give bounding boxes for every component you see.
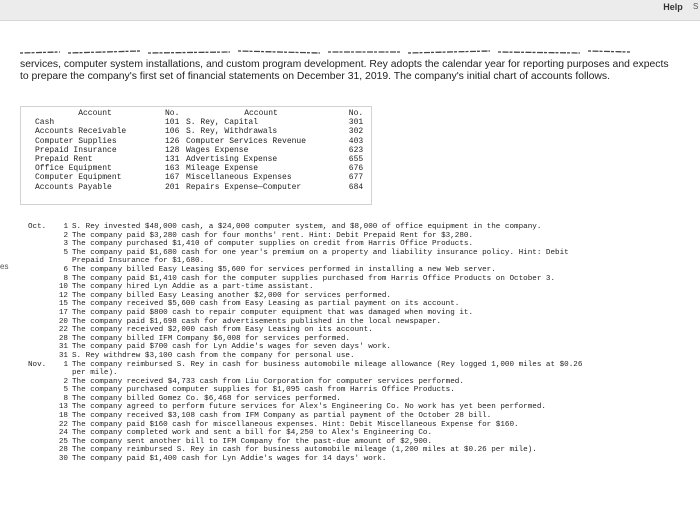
- account-name: Computer Equipment: [35, 173, 122, 183]
- transaction-text: The company paid $700 cash for Lyn Addie's wages for seven days' work.: [72, 343, 391, 352]
- transaction-day: 12: [58, 291, 68, 300]
- transaction-row: [28, 412, 688, 421]
- transaction-day: 10: [58, 283, 68, 292]
- transaction-text: S. Rey invested $48,000 cash, a $24,000 computer system, and $8,000 of office equipment in the company.: [72, 223, 542, 231]
- transaction-text: The company paid $3,280 cash for four months' rent. Hint: Debit Prepaid Rent for $3,280.: [72, 231, 474, 240]
- account-name: S. Rey, Withdrawals: [186, 127, 278, 137]
- account-number: 126: [165, 136, 180, 146]
- transaction-row: [28, 326, 688, 335]
- transaction-row: [28, 275, 688, 284]
- transaction-day: 22: [58, 420, 68, 429]
- account-name: Repairs Expense—Computer: [186, 182, 302, 192]
- account-number: 302: [348, 127, 364, 137]
- transaction-row: [28, 352, 688, 361]
- transaction-day: 30: [58, 455, 68, 464]
- account-number: 301: [348, 118, 364, 128]
- transaction-row: [28, 446, 688, 455]
- toolbar-edge-letter: S: [693, 2, 699, 11]
- transaction-text: The company agreed to perform future services for Alex's Engineering Co. No work has yet been performed.: [72, 403, 546, 412]
- transaction-text: The company reimbursed S. Rey in cash for business automobile mileage (1,200 miles at $0.26 per mile).: [72, 446, 537, 455]
- transaction-day: 18: [58, 412, 68, 421]
- account-number: 201: [165, 182, 180, 192]
- transaction-text: The company purchased computer supplies for $1,095 cash from Harris Office Products.: [72, 386, 455, 395]
- transaction-continuation-text: per mile).: [72, 369, 118, 378]
- problem-intro: services, computer system installations, and custom program development. Rey adopts the calendar year for reporting purposes and expects to prepare the company's first set of financial statements on December 31, 2019. The company's initial chart of accounts follows.: [20, 59, 669, 82]
- account-number: 128: [165, 145, 180, 155]
- transaction-day: 6: [63, 265, 68, 274]
- transaction-text: The company paid $1,400 cash for Lyn Addie's wages for 14 days' work.: [72, 455, 387, 464]
- transaction-day: 20: [58, 317, 68, 326]
- transaction-day: 28: [58, 334, 68, 343]
- transaction-text: The company billed Easy Leasing $5,600 for services performed in installing a new Web server.: [72, 265, 496, 274]
- account-name: Advertising Expense: [186, 155, 278, 165]
- account-number: 677: [348, 173, 364, 183]
- transaction-row: [28, 386, 688, 395]
- transaction-row: [28, 361, 688, 370]
- account-number: 101: [165, 118, 180, 128]
- transaction-day: 2: [63, 377, 68, 386]
- transaction-day: 22: [58, 326, 68, 335]
- transaction-row: [28, 318, 688, 327]
- transaction-month: Oct.: [28, 223, 47, 231]
- account-name: Miscellaneous Expenses: [186, 173, 292, 183]
- transaction-row: [28, 335, 688, 344]
- transaction-text: The company billed IFM Company $6,008 for services performed.: [72, 334, 350, 343]
- transaction-text: The company paid $800 cash to repair computer equipment that was damaged when moving it.: [72, 308, 474, 317]
- help-button[interactable]: Help: [663, 2, 683, 12]
- account-name: Accounts Payable: [35, 182, 112, 192]
- transaction-row: [28, 455, 688, 464]
- transaction-text: The company hired Lyn Addie as a part-time assistant.: [72, 283, 314, 292]
- transaction-row: [28, 438, 688, 447]
- right-account-column: [186, 109, 336, 192]
- right-account-header: Account: [244, 109, 278, 118]
- top-toolbar: [0, 0, 700, 21]
- transaction-text: The company received $5,600 cash from Easy Leasing as partial payment on its account.: [72, 300, 460, 309]
- account-name: Wages Expense: [186, 145, 249, 155]
- account-number: 167: [165, 173, 180, 183]
- transaction-row: [28, 378, 688, 387]
- transaction-day: 3: [63, 240, 68, 249]
- account-number: 403: [348, 136, 364, 146]
- transaction-day: 31: [58, 343, 68, 352]
- transaction-text: The company billed Gomez Co. $6,468 for services performed.: [72, 394, 341, 403]
- transaction-row: [28, 223, 688, 232]
- left-account-column: [35, 109, 155, 192]
- transaction-text: The company purchased $1,410 of computer supplies on credit from Harris Office Products.: [72, 240, 474, 249]
- transaction-day: 5: [63, 248, 68, 257]
- transaction-text: The company received $2,000 cash from Easy Leasing on its account.: [72, 326, 373, 335]
- account-name: Accounts Receivable: [35, 127, 127, 137]
- transaction-text: The company received $4,733 cash from Liu Corporation for computer services performed.: [72, 377, 464, 386]
- left-number-column: [165, 109, 185, 192]
- transaction-text: The company paid $160 cash for miscellaneous expenses. Hint: Debit Miscellaneous Expense for $160.: [72, 420, 519, 429]
- transaction-row: [28, 232, 688, 241]
- account-name: Cash: [35, 118, 55, 128]
- transaction-month: Nov.: [28, 360, 47, 369]
- transaction-text: The company paid $1,680 cash for one year's premium on a property and liability insurance policy. Hint: Debit: [72, 248, 569, 257]
- transaction-row: [28, 395, 688, 404]
- account-name: Office Equipment: [35, 164, 112, 174]
- transaction-text: The company paid $1,698 cash for advertisements published in the local newspaper.: [72, 317, 442, 326]
- transaction-continuation: [28, 369, 688, 378]
- transaction-day: 8: [63, 394, 68, 403]
- chart-of-accounts-table: [20, 106, 372, 205]
- transaction-row: [28, 283, 688, 292]
- left-edge-marker: es: [0, 262, 9, 271]
- account-name: Prepaid Insurance: [35, 145, 117, 155]
- transaction-row: [28, 240, 688, 249]
- transaction-continuation-text: Prepaid Insurance for $1,680.: [72, 257, 205, 266]
- transaction-day: 13: [58, 403, 68, 412]
- transaction-row: [28, 429, 688, 438]
- transaction-day: 15: [58, 300, 68, 309]
- account-name: S. Rey, Capital: [186, 118, 259, 128]
- transaction-day: 2: [63, 231, 68, 240]
- account-number: 623: [348, 145, 364, 155]
- account-number: 163: [165, 164, 180, 174]
- transaction-row: [28, 343, 688, 352]
- transaction-day: 24: [58, 429, 68, 438]
- transaction-text: The company sent another bill to IFM Company for the past-due amount of $2,900.: [72, 437, 433, 446]
- transaction-day: 25: [58, 437, 68, 446]
- right-number-column: [345, 109, 367, 192]
- account-number: 106: [165, 127, 180, 137]
- transaction-day: 1: [63, 360, 68, 369]
- account-name: Computer Services Revenue: [186, 136, 307, 146]
- account-number: 655: [348, 155, 364, 165]
- transaction-text: The company received $3,108 cash from IFM Company as partial payment of the October 28 bill.: [72, 412, 492, 421]
- transaction-row: [28, 403, 688, 412]
- transaction-row: [28, 266, 688, 275]
- transaction-row: [28, 309, 688, 318]
- transactions-list: [28, 223, 688, 464]
- transaction-text: S. Rey withdrew $3,100 cash from the company for personal use.: [72, 351, 355, 360]
- cutoff-text-line: [20, 43, 630, 51]
- transaction-text: The company billed Easy Leasing another $2,000 for services performed.: [72, 291, 391, 300]
- transaction-day: 28: [58, 446, 68, 455]
- transaction-text: The company paid $1,410 cash for the computer supplies purchased from Harris Office Products on October 3.: [72, 274, 556, 283]
- transaction-row: [28, 249, 688, 258]
- account-name: Mileage Expense: [186, 164, 259, 174]
- account-number: 131: [165, 155, 180, 165]
- account-number: 676: [348, 164, 364, 174]
- transaction-day: 31: [58, 351, 68, 360]
- transaction-text: The company completed work and sent a bill for $4,250 to Alex's Engineering Co.: [72, 429, 433, 438]
- account-name: Prepaid Rent: [35, 155, 93, 165]
- account-name: Computer Supplies: [35, 136, 117, 146]
- cutoff-text-fragment: [20, 48, 630, 56]
- transaction-day: 5: [63, 386, 68, 395]
- transaction-row: [28, 421, 688, 430]
- left-number-header: No.: [165, 109, 180, 118]
- transaction-text: The company reimbursed S. Rey in cash for business automobile mileage allowance (Rey logged 1,000 miles at $0.26: [72, 360, 583, 369]
- left-account-header: Account: [78, 109, 112, 118]
- transaction-day: 8: [63, 274, 68, 283]
- transaction-day: 17: [58, 308, 68, 317]
- transaction-row: [28, 300, 688, 309]
- right-number-header: No.: [348, 109, 364, 118]
- account-number: 684: [348, 182, 364, 192]
- transaction-day: 1: [63, 223, 68, 231]
- transaction-continuation: [28, 257, 688, 266]
- transaction-row: [28, 292, 688, 301]
